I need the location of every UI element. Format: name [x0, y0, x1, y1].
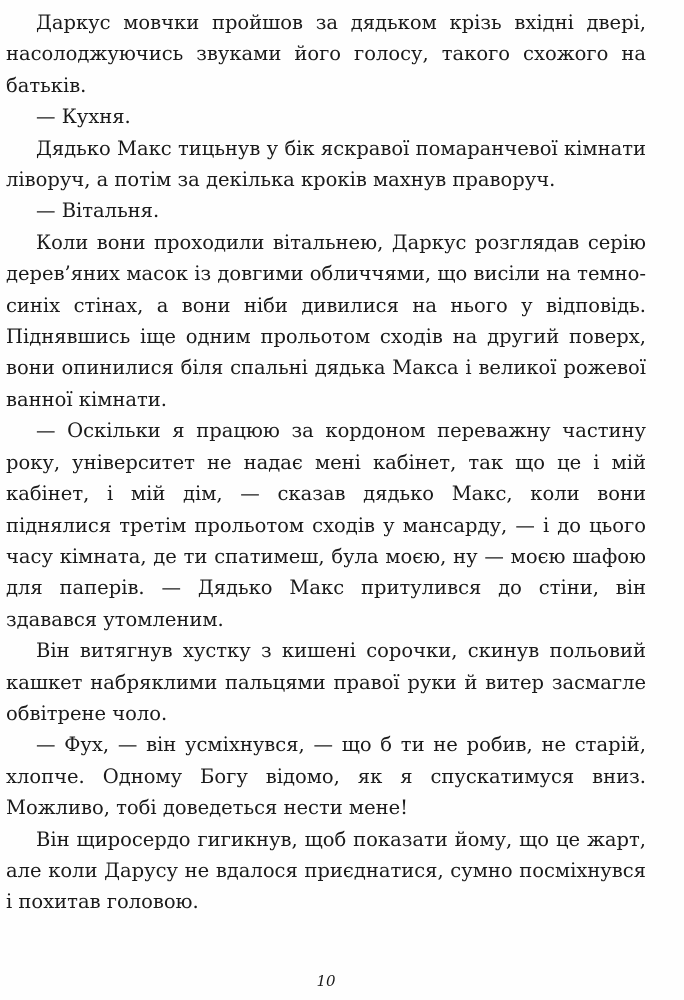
- page-number: 10: [316, 972, 336, 990]
- paragraph-6: — Оскільки я працюю за кордоном переважну частину року, університет не надає мені кабінет, так що це і мій кабінет, і мій дім, — сказав дядько Макс, коли вони піднялися третім прольотом сходів у мансарду, — і до цього часу кімната, де ти спатимеш, була моєю, ну — моєю шафою для паперів. — Дядько Макс притулився до стіни, він здавався утомленим.: [6, 419, 646, 631]
- paragraph-1: Даркус мовчки пройшов за дядьком крізь вхідні двері, насолоджуючись звуками його голосу, такого схожого на батьків.: [6, 11, 646, 97]
- paragraph-2: — Кухня.: [36, 105, 131, 129]
- paragraph-4: — Вітальня.: [36, 199, 160, 223]
- paragraph-3: Дядько Макс тицьнув у бік яскравої помаранчевої кімнати ліворуч, а потім за декілька кроків махнув праворуч.: [6, 136, 646, 192]
- paragraph-9: Він щиросердо гигикнув, щоб показати йому, що це жарт, але коли Дарусу не вдалося приєднатися, сумно посміхнувся і похитав головою.: [6, 827, 646, 914]
- paragraph-5: Коли вони проходили вітальнею, Даркус розглядав серію дерев’яних масок із довгими обличчями, що висіли на темно-синіх стінах, а вони ніби дивилися на нього у відповідь. Піднявшись іще одним прольотом сходів на другий поверх, вони опинилися біля спальні дядька Макса і великої рожевої ванної кімнати.: [6, 230, 646, 411]
- page-body-text: [6, 7, 646, 918]
- paragraph-8: — Фух, — він усміхнувся, — що б ти не робив, не старій, хлопче. Одному Богу відомо, як я спускатимуся вниз. Можливо, тобі доведеться нести мене!: [6, 733, 646, 820]
- paragraph-7: Він витягнув хустку з кишені сорочки, скинув польовий кашкет набряклими пальцями правої руки й витер засмагле обвітрене чоло.: [6, 639, 646, 725]
